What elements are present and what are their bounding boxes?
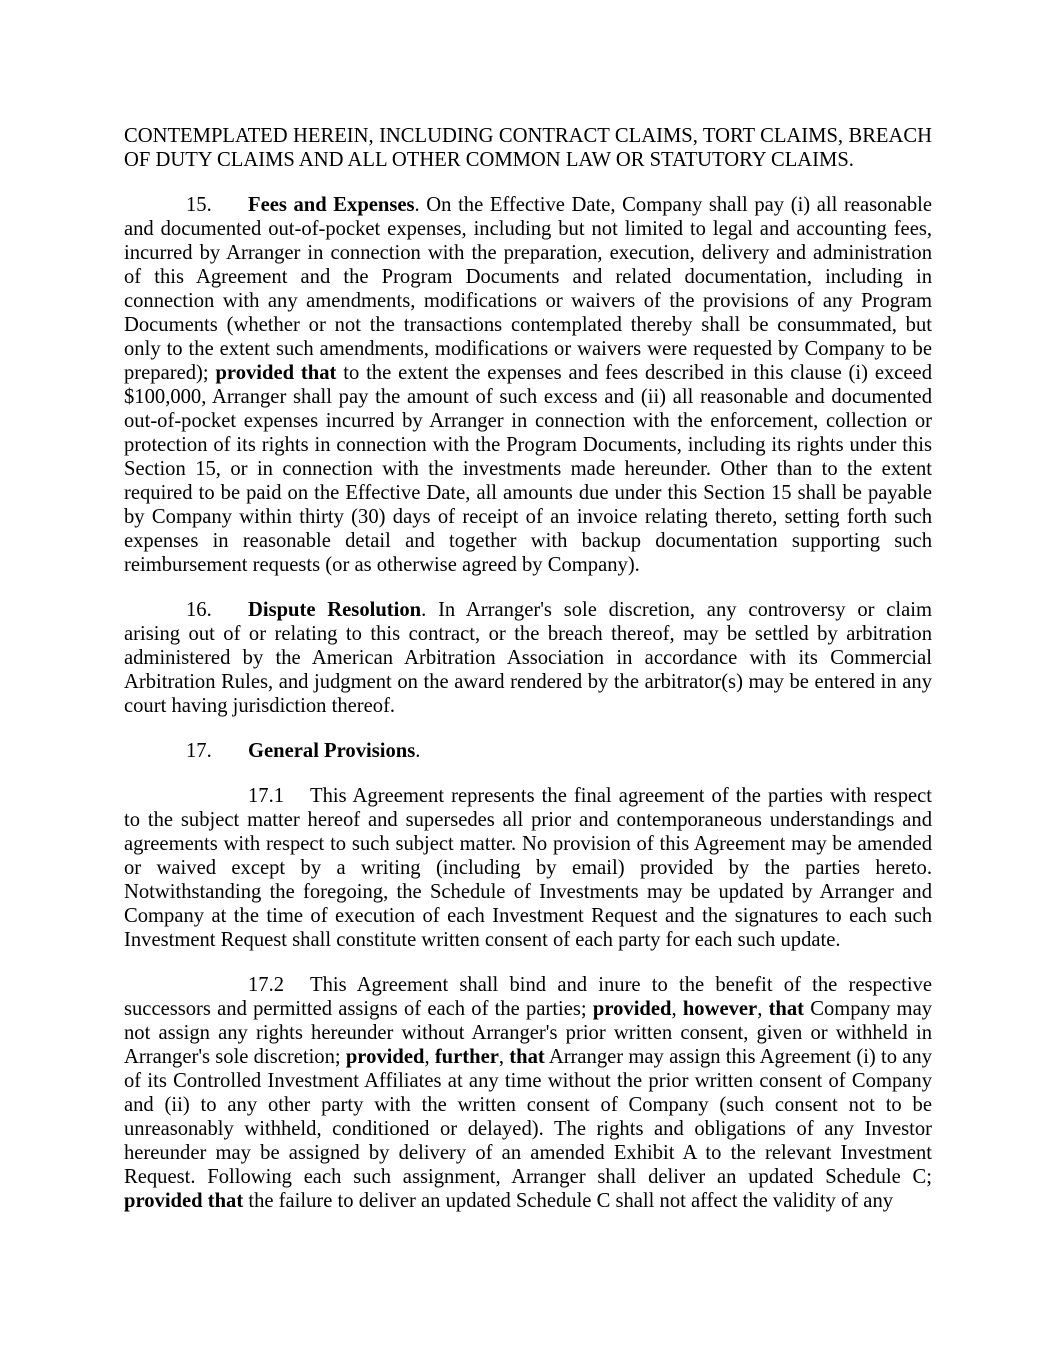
bold-text: further	[434, 1046, 499, 1068]
body-text: ,	[671, 998, 683, 1020]
bold-text: however	[682, 998, 758, 1020]
bold-text: provided	[592, 998, 672, 1020]
section-17-2	[124, 973, 932, 1213]
section-17	[124, 739, 932, 763]
section-number: 16.	[186, 599, 212, 621]
body-text: This Agreement shall bind and inure to the benefit of the respective successors and permitted assigns of each of the parties;	[124, 974, 932, 1020]
body-text: the failure to deliver an updated Schedule C shall not affect the validity of any	[243, 1190, 894, 1212]
bold-text: provided that	[215, 362, 337, 384]
body-text: Arranger may assign this Agreement (i) to any of its Controlled Investment Affiliates at any time without the prior written consent of Company and (ii) to any other party with the written consent of Company (such consent not to be unreasonably withheld, conditioned or delayed). The rights and obligations of any Investor hereunder may be assigned by delivery of an amended Exhibit A to the relevant Investment Request. Following each such assignment, Arranger shall deliver an updated Schedule C;	[124, 1046, 933, 1188]
bold-text: provided	[345, 1046, 425, 1068]
body-text: .	[415, 740, 421, 762]
bold-text: that	[509, 1046, 545, 1068]
bold-text: provided that	[124, 1190, 244, 1212]
bold-text: Fees and Expenses	[248, 194, 415, 216]
section-number: 15.	[186, 194, 212, 216]
body-text: ,	[757, 998, 769, 1020]
body-text: CONTEMPLATED HEREIN, INCLUDING CONTRACT CLAIMS, TORT CLAIMS, BREACH OF DUTY CLAIMS AND ALL OTHER COMMON LAW OR STATUTORY CLAIMS.	[124, 125, 932, 171]
body-text: . In Arranger's sole discretion, any controversy or claim arising out of or relating to this contract, or the breach thereof, may be settled by arbitration administered by the American Arbitration Association in accordance with its Commercial Arbitration Rules, and judgment on the award rendered by the arbitrator(s) may be entered in any court having jurisdiction thereof.	[124, 599, 933, 717]
body-text: to the extent the expenses and fees described in this clause (i) exceed $100,000, Arranger shall pay the amount of such excess and (ii) all reasonable and documented out-of-pocket expenses incurred by Arranger in connection with the enforcement, collection or protection of its rights in connection with the Program Documents, including its rights under this Section 15, or in connection with the investments made hereunder. Other than to the extent required to be paid on the Effective Date, all amounts due under this Section 15 shall be payable by Company within thirty (30) days of receipt of an invoice relating thereto, setting forth such expenses in reasonable detail and together with backup documentation supporting such reimbursement requests (or as otherwise agreed by Company).	[124, 362, 932, 576]
body-text: ,	[424, 1046, 435, 1068]
paragraph	[124, 124, 932, 172]
section-15	[124, 193, 932, 577]
section-17-1	[124, 784, 932, 952]
section-number: 17.2	[248, 974, 285, 996]
body-text: Company may not assign any rights hereunder without Arranger's prior written consent, given or withheld in Arranger's sole discretion;	[124, 998, 933, 1068]
body-text: . On the Effective Date, Company shall pay (i) all reasonable and documented out-of-pocket expenses, including but not limited to legal and accounting fees, incurred by Arranger in connection with the preparation, execution, delivery and administration of this Agreement and the Program Documents and related documentation, including in connection with any amendments, modifications or waivers of the provisions of any Program Documents (whether or not the transactions contemplated thereby shall be consummated, but only to the extent such amendments, modifications or waivers were requested by Company to be prepared);	[124, 194, 932, 384]
section-16	[124, 598, 932, 718]
body-text: ,	[498, 1046, 510, 1068]
section-number: 17.1	[248, 785, 285, 807]
bold-text: Dispute Resolution	[248, 599, 422, 621]
bold-text: that	[768, 998, 805, 1020]
document-page	[124, 124, 932, 1234]
body-text: This Agreement represents the final agreement of the parties with respect to the subject matter hereof and supersedes all prior and contemporaneous understandings and agreements with respect to such subject matter. No provision of this Agreement may be amended or waived except by a writing (including by email) provided by the parties hereto. Notwithstanding the foregoing, the Schedule of Investments may be updated by Arranger and Company at the time of execution of each Investment Request and the signatures to each such Investment Request shall constitute written consent of each party for each such update.	[124, 785, 932, 951]
bold-text: General Provisions	[248, 740, 416, 762]
section-number: 17.	[186, 740, 212, 762]
